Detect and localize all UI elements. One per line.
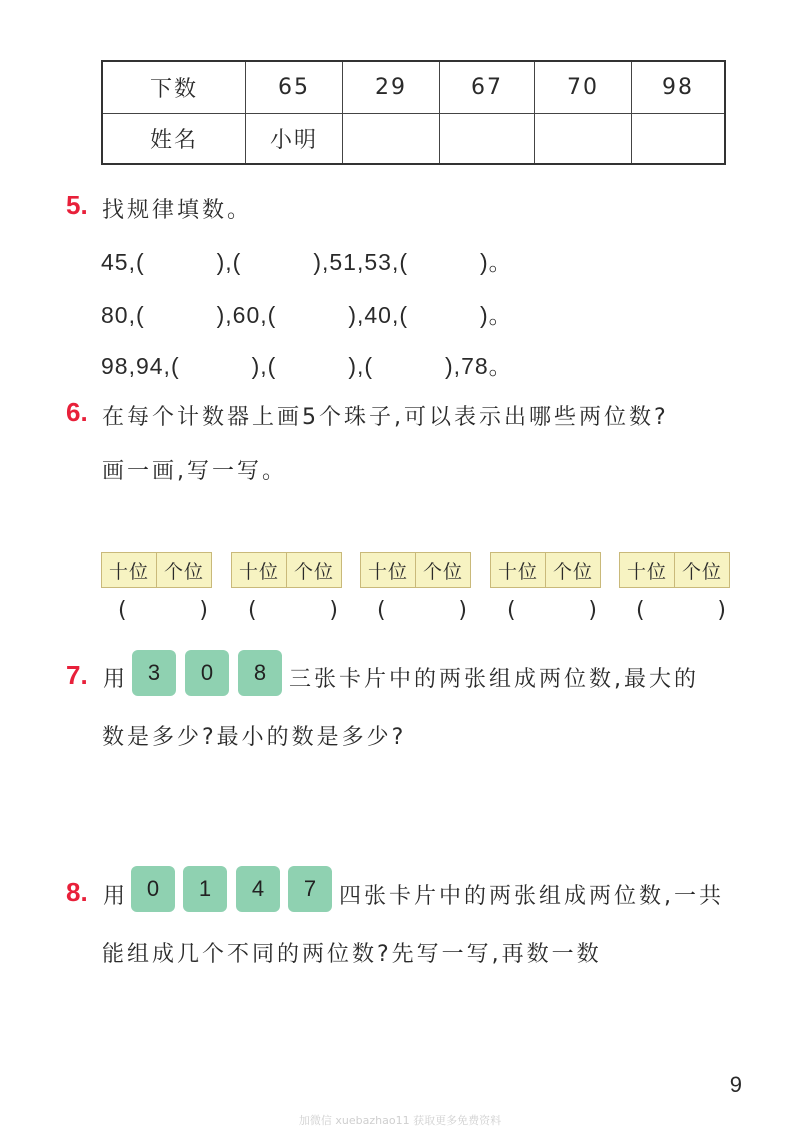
- answer-blank[interactable]: ( ): [507, 598, 597, 623]
- question-number-8: 8.: [66, 877, 88, 907]
- number-card: 4: [236, 866, 280, 912]
- question-number-6: 6.: [66, 397, 88, 427]
- ones-label: 个位: [415, 553, 470, 587]
- abacus-counter[interactable]: [231, 552, 342, 588]
- table-cell-blank[interactable]: [535, 114, 632, 165]
- table-cell: 姓名: [102, 114, 246, 165]
- abacus-counter[interactable]: [360, 552, 471, 588]
- table-cell-blank[interactable]: [343, 114, 440, 165]
- ones-label: 个位: [286, 553, 341, 587]
- abacus-counter[interactable]: [490, 552, 601, 588]
- page-number: 9: [729, 1072, 742, 1097]
- answer-blank[interactable]: ( ): [118, 598, 208, 623]
- number-card: 3: [132, 650, 176, 696]
- question-5-title: 找规律填数。: [102, 198, 253, 223]
- number-card: 1: [183, 866, 227, 912]
- ones-label: 个位: [545, 553, 600, 587]
- question-7-text-line2: 数是多少?最小的数是多少?: [102, 725, 407, 750]
- answer-blank[interactable]: ( ): [248, 598, 338, 623]
- answer-blank[interactable]: ( ): [377, 598, 467, 623]
- table-row: [102, 114, 725, 165]
- question-7-text: 三张卡片中的两张组成两位数,最大的: [289, 667, 699, 692]
- table-cell: 70: [535, 61, 632, 114]
- ones-label: 个位: [674, 553, 729, 587]
- number-card: 0: [185, 650, 229, 696]
- table-row: [102, 61, 725, 114]
- tens-label: 十位: [626, 560, 667, 583]
- question-8-text: 四张卡片中的两张组成两位数,一共: [339, 884, 724, 909]
- tens-label: 十位: [367, 560, 408, 583]
- table-cell-blank[interactable]: [440, 114, 535, 165]
- sequence-line: 98,94,( ),( ),( ),78。: [101, 353, 513, 379]
- number-card: 7: [288, 866, 332, 912]
- tens-label: 十位: [108, 560, 149, 583]
- tens-label: 十位: [497, 560, 538, 583]
- question-8-text-line2: 能组成几个不同的两位数?先写一写,再数一数: [102, 942, 602, 967]
- sequence-line: 80,( ),60,( ),40,( )。: [101, 302, 513, 328]
- number-card: 0: [131, 866, 175, 912]
- watermark: 加微信 xuebazhao11 获取更多免费资料: [298, 1114, 502, 1127]
- data-table: [101, 60, 726, 165]
- question-number-7: 7.: [66, 660, 88, 690]
- question-8-prefix: 用: [103, 884, 129, 909]
- table-cell: 65: [246, 61, 343, 114]
- answer-blank[interactable]: ( ): [636, 598, 726, 623]
- question-6-text: 在每个计数器上画5个珠子,可以表示出哪些两位数?: [102, 405, 669, 430]
- sequence-line: 45,( ),( ),51,53,( )。: [101, 249, 513, 275]
- table-cell: 小明: [246, 114, 343, 165]
- question-6-text-line2: 画一画,写一写。: [102, 459, 287, 484]
- tens-label: 十位: [238, 560, 279, 583]
- table-cell: 29: [343, 61, 440, 114]
- table-cell-blank[interactable]: [632, 114, 726, 165]
- abacus-counter[interactable]: [101, 552, 212, 588]
- abacus-counter[interactable]: [619, 552, 730, 588]
- question-number-5: 5.: [66, 190, 88, 220]
- ones-label: 个位: [156, 553, 211, 587]
- number-card: 8: [238, 650, 282, 696]
- table-cell: 67: [440, 61, 535, 114]
- question-7-prefix: 用: [103, 667, 129, 692]
- table-cell: 98: [632, 61, 726, 114]
- table-cell: 下数: [102, 61, 246, 114]
